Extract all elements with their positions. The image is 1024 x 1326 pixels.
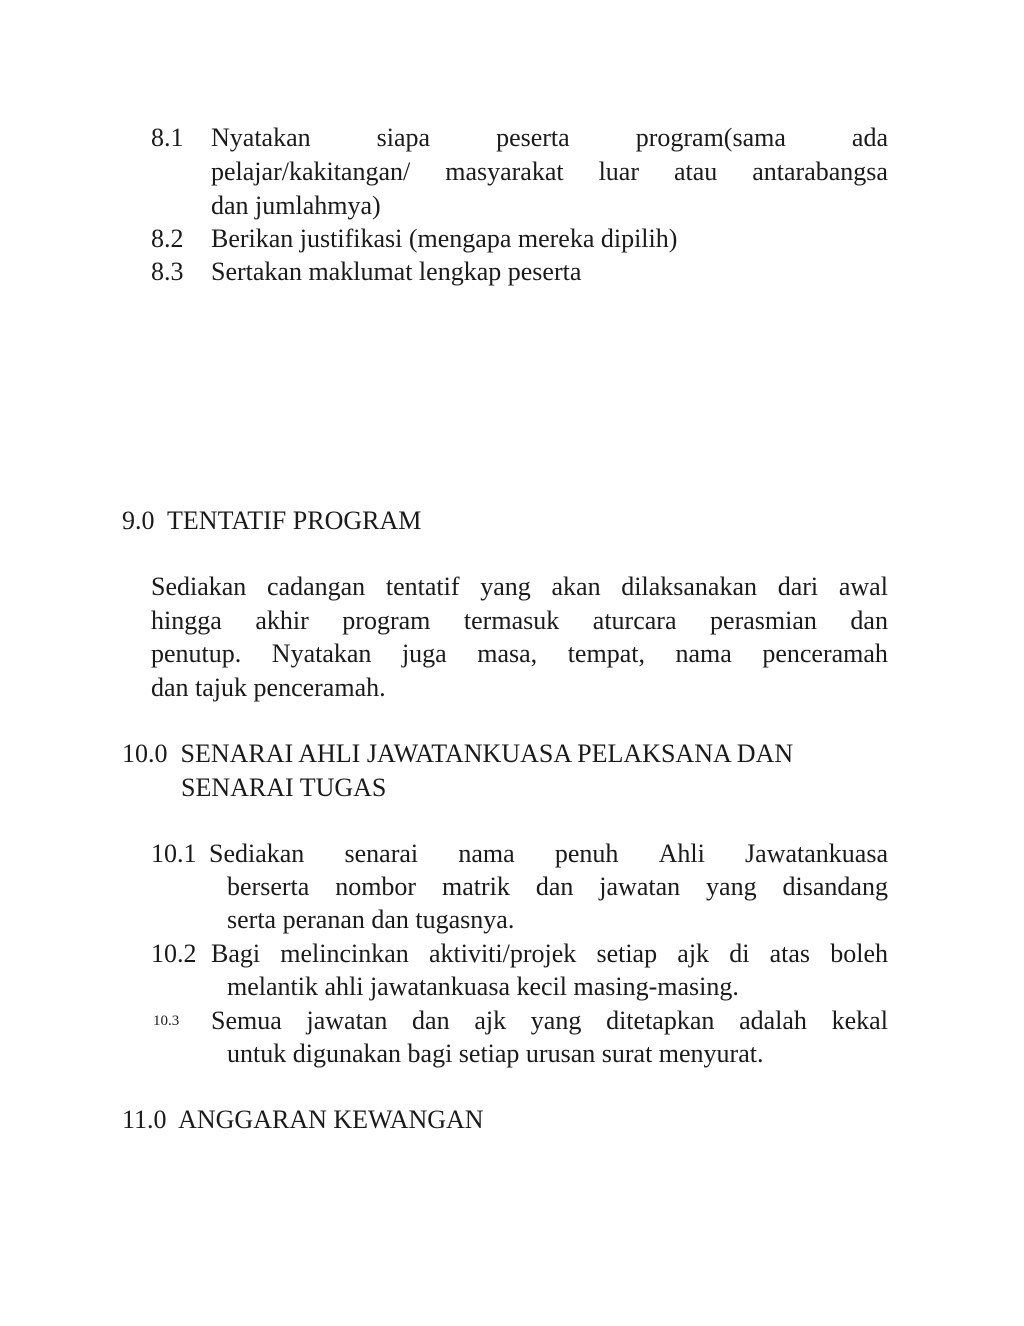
section-10-heading-line-1: 10.0 SENARAI AHLI JAWATANKUASA PELAKSANA DAN bbox=[122, 739, 794, 768]
item-number-8-1: 8.1 bbox=[151, 123, 184, 152]
item-number-8-3: 8.3 bbox=[151, 257, 184, 286]
item-10-2-line-1: Bagi melincinkan aktiviti/projek setiap ajk di atas boleh bbox=[211, 939, 888, 968]
item-10-1-line-3: serta peranan dan tugasnya. bbox=[227, 905, 515, 934]
item-number-10-2: 10.2 bbox=[151, 939, 197, 968]
section-9-paragraph-line-3: penutup. Nyatakan juga masa, tempat, nama penceramah bbox=[151, 639, 888, 668]
item-number-10-3: 10.3 bbox=[153, 1013, 180, 1029]
section-9-paragraph-line-4: dan tajuk penceramah. bbox=[151, 673, 386, 702]
item-8-2-line-1: Berikan justifikasi (mengapa mereka dipilih) bbox=[211, 224, 678, 253]
item-10-3-line-2: untuk digunakan bagi setiap urusan surat menyurat. bbox=[227, 1039, 764, 1068]
section-9-paragraph-line-2: hingga akhir program termasuk aturcara perasmian dan bbox=[151, 606, 888, 635]
item-number-10-1: 10.1 bbox=[151, 839, 197, 868]
section-10-heading-line-2: SENARAI TUGAS bbox=[181, 773, 387, 802]
item-8-1-line-1: Nyatakan siapa peserta program(sama ada bbox=[211, 123, 888, 152]
section-9-paragraph-line-1: Sediakan cadangan tentatif yang akan dilaksanakan dari awal bbox=[151, 572, 888, 601]
item-10-1-line-1: Sediakan senarai nama penuh Ahli Jawatankuasa bbox=[209, 839, 888, 868]
item-10-2-line-2: melantik ahli jawatankuasa kecil masing-masing. bbox=[227, 972, 739, 1001]
item-number-8-2: 8.2 bbox=[151, 224, 184, 253]
section-9-heading: 9.0 TENTATIF PROGRAM bbox=[122, 506, 422, 535]
item-10-3-line-1: Semua jawatan dan ajk yang ditetapkan adalah kekal bbox=[211, 1006, 888, 1035]
section-11-heading: 11.0 ANGGARAN KEWANGAN bbox=[122, 1105, 484, 1134]
item-8-1-line-3: dan jumlahmya) bbox=[211, 191, 381, 220]
item-8-3-line-1: Sertakan maklumat lengkap peserta bbox=[211, 257, 582, 286]
item-8-1-line-2: pelajar/kakitangan/ masyarakat luar atau antarabangsa bbox=[211, 157, 888, 186]
item-10-1-line-2: berserta nombor matrik dan jawatan yang disandang bbox=[227, 872, 888, 901]
